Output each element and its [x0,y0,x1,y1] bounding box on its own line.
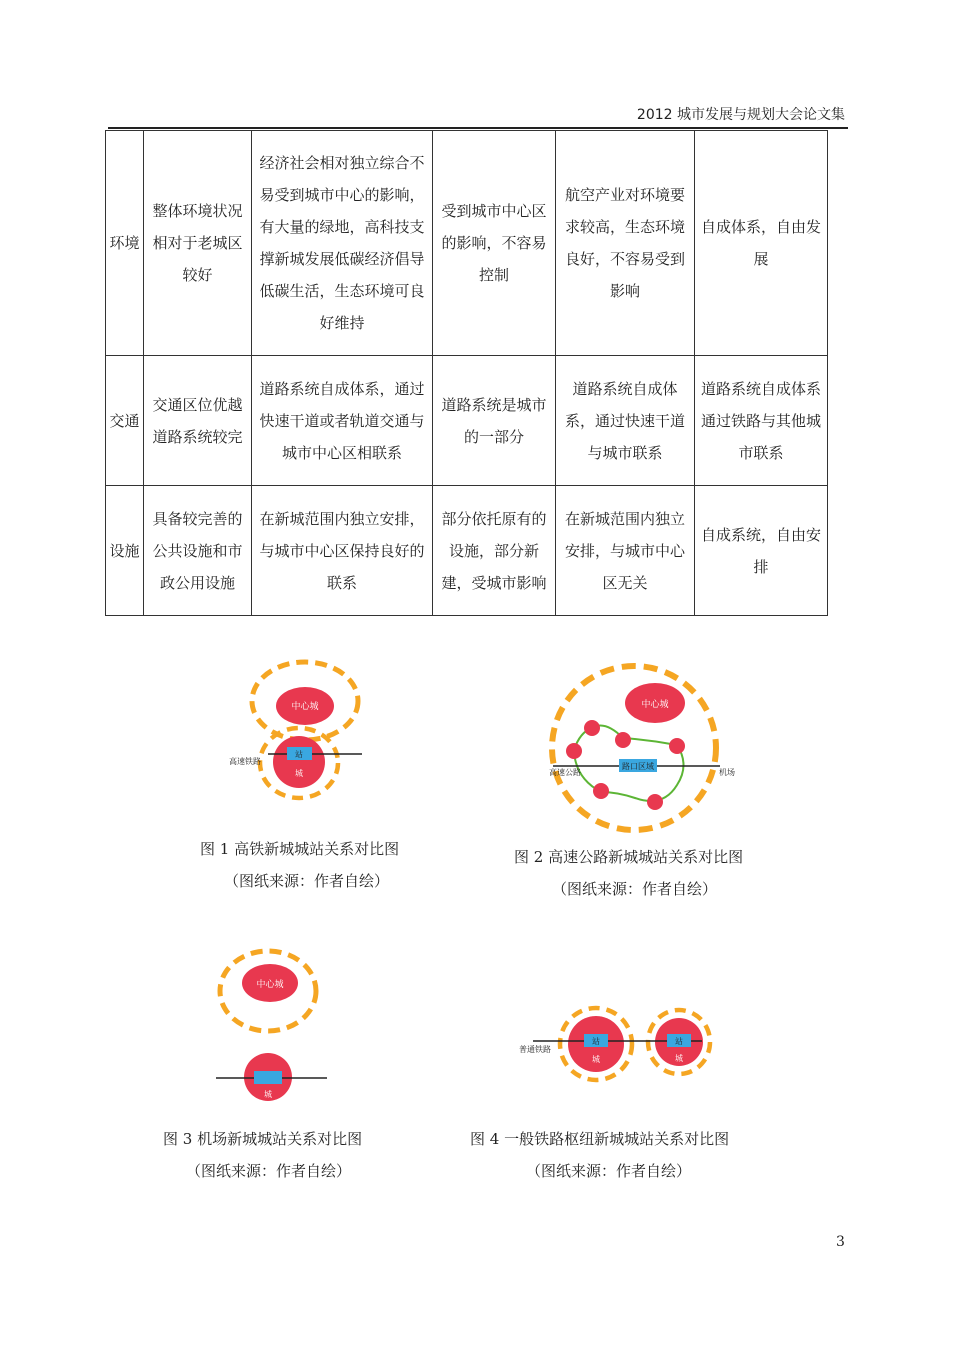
node [584,720,600,736]
node [615,732,631,748]
row-category: 环境 [106,131,144,356]
figure-1-caption: 图 1 高铁新城城站关系对比图 [200,840,400,858]
row-category: 交通 [106,356,144,486]
figure-3-diagram [210,945,340,1105]
table-cell: 交通区位优越道路系统较完 [144,356,252,486]
table-row-environment [106,131,828,356]
figure-4-caption: 图 4 一般铁路枢纽新城城站关系对比图 [470,1130,730,1148]
station-label: 站 [295,750,303,759]
table-cell: 航空产业对环境要求较高，生态环境良好，不容易受到影响 [556,131,695,356]
figure-3-source: （图纸来源：作者自绘） [186,1162,352,1180]
header-rule [108,127,848,129]
station-2-city-label: 城 [675,1054,683,1063]
center-city-label: 中心城 [291,702,319,712]
table-cell: 自成系统，自由安排 [695,486,828,616]
node [647,794,663,810]
figure-3-caption: 图 3 机场新城城站关系对比图 [163,1130,363,1148]
station-city-label: 城 [295,769,303,778]
table-cell: 道路系统自成体系，通过快速干道与城市联系 [556,356,695,486]
airport-city-label: 城 [264,1090,272,1099]
railway-label: 普通铁路 [519,1045,551,1054]
table-cell: 在新城范围内独立安排，与城市中心区保持良好的联系 [252,486,433,616]
table-cell: 在新城范围内独立安排，与城市中心区无关 [556,486,695,616]
figure-4-source: （图纸来源：作者自绘） [526,1162,692,1180]
node [566,743,582,759]
table-cell: 整体环境状况相对于老城区较好 [144,131,252,356]
figure-1-source: （图纸来源：作者自绘） [224,872,390,890]
table-cell: 受到城市中心区的影响，不容易控制 [433,131,556,356]
table-cell: 部分依托原有的设施，部分新建，受城市影响 [433,486,556,616]
node [593,783,609,799]
expressway-label: 高速公路 [549,768,581,777]
figure-1-diagram [220,655,380,805]
interchange-label: 路口区域 [622,762,654,771]
page-number: 3 [836,1234,845,1250]
airport-label: 机场 [719,768,735,777]
table-cell: 自成体系，自由发展 [695,131,828,356]
figure-2-caption: 图 2 高速公路新城城站关系对比图 [514,848,744,866]
table-row-facilities [106,486,828,616]
table-cell: 具备较完善的公共设施和市政公用设施 [144,486,252,616]
station-1-label: 站 [592,1037,600,1046]
running-header: 2012 城市发展与规划大会论文集 [636,107,845,123]
figure-4-diagram [515,1000,725,1090]
table-cell: 道路系统自成体系通过铁路与其他城市联系 [695,356,828,486]
table-row-traffic [106,356,828,486]
center-city-label: 中心城 [641,700,669,710]
table-cell: 经济社会相对独立综合不易受到城市中心的影响，有大量的绿地，高科技支撑新城发展低碳经济倡导低碳生活，生态环境可良好维持 [252,131,433,356]
station-city [273,736,325,788]
airport-block [254,1071,282,1084]
station-1-city-label: 城 [592,1055,600,1064]
comparison-table [105,130,828,616]
railway-label: 高速铁路 [229,757,261,766]
figure-2-diagram [545,660,745,835]
table-cell: 道路系统自成体系，通过快速干道或者轨道交通与城市中心区相联系 [252,356,433,486]
center-city-label: 中心城 [256,980,284,990]
station-2-label: 站 [675,1037,683,1046]
figure-2-source: （图纸来源：作者自绘） [552,880,718,898]
table-cell: 道路系统是城市的一部分 [433,356,556,486]
node [669,738,685,754]
row-category: 设施 [106,486,144,616]
